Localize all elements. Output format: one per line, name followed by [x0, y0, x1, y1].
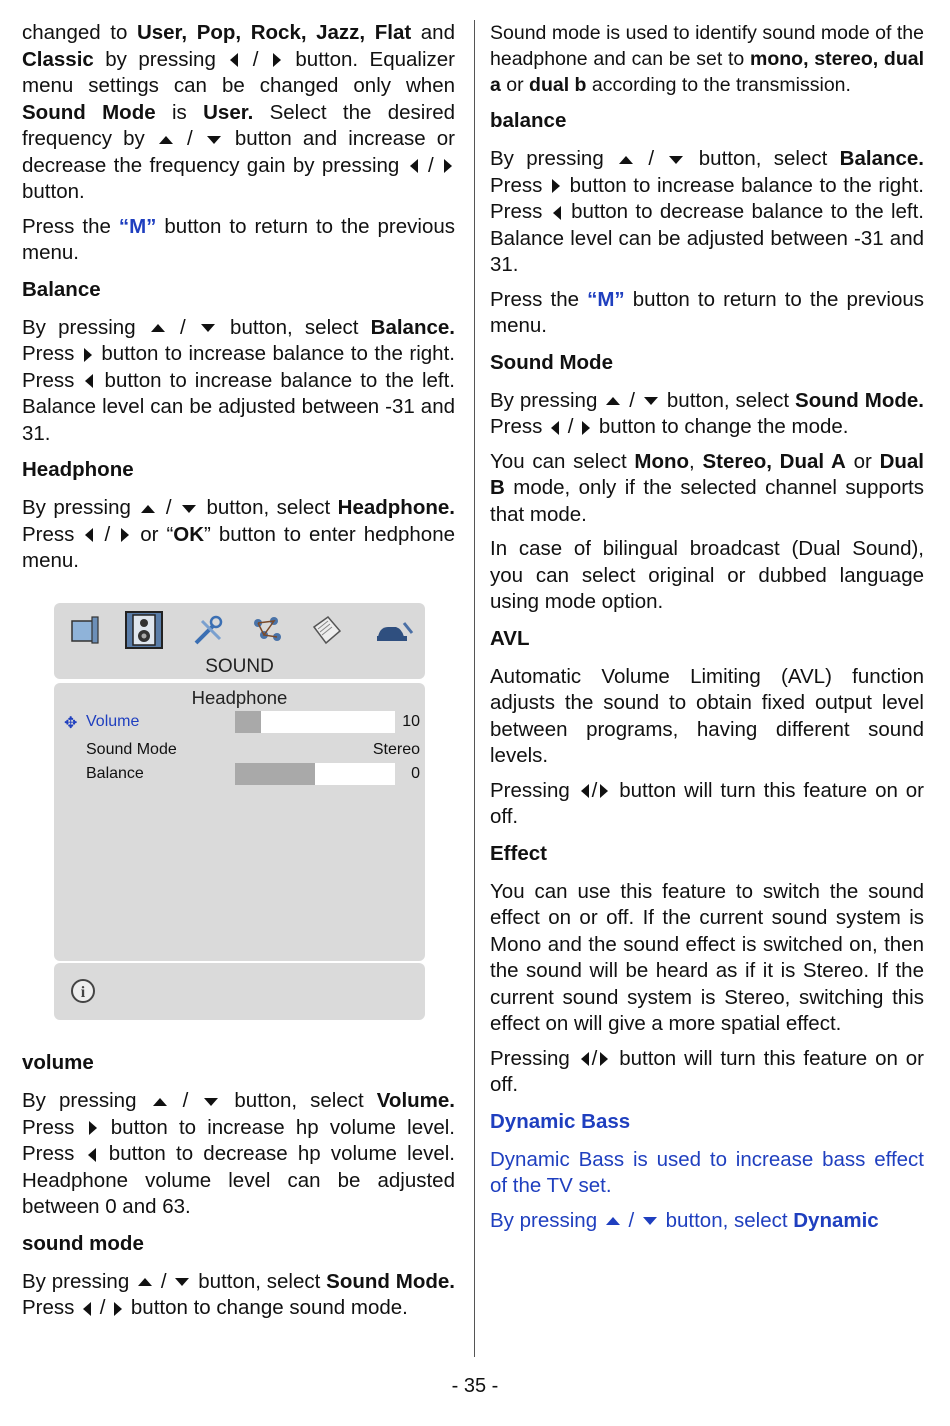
menu-row-label: Volume — [86, 713, 140, 730]
left-arrow-icon — [85, 528, 93, 542]
column-divider — [474, 20, 475, 1357]
balance-paragraph: By pressing / button, select Balance. Press button to increase balance to the right. Press button to increase balance to the left. Balance level can be adjusted between -31 and 31. — [22, 315, 455, 445]
menu-row-sound-mode[interactable] — [54, 739, 425, 763]
sound-mode-intro: Sound mode is used to identify sound mode of the headphone and can be set to mono, stereo, dual a or dual b according to the transmission. — [490, 22, 925, 96]
headphone-heading: Headphone — [22, 458, 134, 481]
balance-bar-fill — [235, 763, 315, 785]
select-mode-paragraph: You can select Mono, Stereo, Dual A or Dual B mode, only if the selected channel supports that mode. — [490, 449, 924, 526]
menu-row-balance[interactable] — [54, 763, 425, 787]
up-arrow-icon — [159, 136, 173, 144]
menu-row-label: Balance — [86, 765, 144, 782]
up-arrow-icon — [151, 324, 165, 332]
right-arrow-icon — [552, 179, 560, 193]
car-remote-icon[interactable] — [374, 613, 414, 647]
left-column — [22, 20, 455, 583]
headphone-submenu — [54, 683, 425, 961]
info-bar — [54, 963, 425, 1020]
tools-icon[interactable] — [192, 613, 226, 647]
balance-paragraph-right: By pressing / button, select Balance. Press button to increase balance to the right. Press button to decrease balance to the left. Balance level can be adjusted between -31 and 31. — [490, 147, 924, 276]
book-icon[interactable] — [310, 613, 344, 647]
right-arrow-icon — [444, 159, 452, 173]
right-arrow-icon — [273, 53, 281, 67]
right-arrow-icon — [84, 348, 92, 362]
dynamic-bass-paragraph: Dynamic Bass is used to increase bass effect of the TV set. — [490, 1147, 924, 1197]
up-arrow-icon — [138, 1278, 152, 1286]
up-arrow-icon — [141, 505, 155, 513]
dynamic-bass-select-paragraph: By pressing / button, select Dynamic — [490, 1208, 879, 1232]
left-arrow-icon — [581, 784, 589, 798]
menu-row-label: Sound Mode — [86, 741, 177, 758]
left-arrow-icon — [553, 206, 561, 220]
effect-toggle-paragraph: Pressing / button will turn this feature on or off. — [490, 1046, 924, 1096]
return-paragraph-right: Press the “M” button to return to the previous menu. — [490, 287, 924, 337]
effect-heading: Effect — [490, 841, 547, 865]
menu-row-value: 0 — [411, 765, 420, 782]
page-number: - 35 - — [451, 1375, 499, 1397]
down-arrow-icon — [207, 136, 221, 144]
left-arrow-icon — [230, 53, 238, 67]
left-arrow-icon — [410, 159, 418, 173]
sound-mode-heading: sound mode — [22, 1231, 144, 1255]
network-icon[interactable] — [250, 613, 284, 647]
volume-bar[interactable] — [235, 711, 395, 733]
down-arrow-icon — [201, 324, 215, 332]
down-arrow-icon — [669, 156, 683, 164]
right-arrow-icon — [600, 1052, 608, 1066]
balance-heading: Balance — [22, 277, 101, 301]
sound-menu-osd — [54, 603, 425, 1020]
volume-heading: volume — [22, 1051, 94, 1074]
right-column — [490, 20, 924, 1242]
down-arrow-icon — [175, 1278, 189, 1286]
dynamic-bass-heading: Dynamic Bass — [490, 1109, 631, 1133]
left-arrow-icon — [551, 421, 559, 435]
headphone-paragraph: By pressing / button, select Headphone. Press / or “OK” button to enter hedphone menu. — [22, 496, 455, 572]
speaker-icon[interactable] — [125, 611, 163, 649]
down-arrow-icon — [204, 1098, 218, 1106]
sound-mode-paragraph-right: By pressing / button, select Sound Mode. Press / button to change the mode. — [490, 388, 924, 438]
avl-heading: AVL — [490, 626, 530, 650]
info-icon[interactable] — [70, 978, 96, 1004]
right-arrow-icon — [114, 1302, 122, 1316]
volume-paragraph: By pressing / button, select Volume. Press button to increase hp volume level. Press button to decrease hp volume level. Headphone volume level can be adjusted between 0 and 63. — [22, 1089, 455, 1218]
balance-bar[interactable] — [235, 763, 395, 785]
equalizer-paragraph: changed to User, Pop, Rock, Jazz, Flat and Classic by pressing / button. Equalizer menu settings can be changed only when Sound Mode is User. Select the desired frequency by / button and increase or decrease the frequency gain by pressing / button. — [22, 21, 456, 203]
right-arrow-icon — [600, 784, 608, 798]
avl-toggle-paragraph: Pressing / button will turn this feature on or off. — [490, 778, 924, 828]
submenu-title: Headphone — [191, 687, 288, 708]
right-arrow-icon — [121, 528, 129, 542]
avl-paragraph: Automatic Volume Limiting (AVL) function adjusts the sound to obtain fixed output level between programs, having different sound levels. — [490, 664, 924, 767]
menu-title: SOUND — [205, 656, 274, 677]
balance-heading-right: balance — [490, 109, 567, 132]
menu-row-volume[interactable] — [54, 711, 425, 735]
menu-icon-bar — [54, 603, 425, 679]
right-arrow-icon — [582, 421, 590, 435]
left-column-lower — [22, 1040, 455, 1330]
right-arrow-icon — [89, 1121, 97, 1135]
info-glyph: i — [80, 984, 86, 1001]
selection-cursor-icon: ✥ — [64, 715, 78, 732]
down-arrow-icon — [182, 505, 196, 513]
menu-row-value: 10 — [402, 713, 420, 730]
return-paragraph: Press the “M” button to return to the previous menu. — [22, 214, 455, 264]
sound-mode-paragraph: By pressing / button, select Sound Mode. Press / button to change sound mode. — [22, 1269, 455, 1319]
up-arrow-icon — [153, 1098, 167, 1106]
up-arrow-icon — [606, 1217, 620, 1225]
down-arrow-icon — [644, 397, 658, 405]
down-arrow-icon — [643, 1217, 657, 1225]
effect-paragraph: You can use this feature to switch the sound effect on or off. If the current sound system is Mono and the sound effect is switched on, then the sound will be heard as if it is Stereo. If the current sound system is Stereo, switching this effect on will give a more spatial effect. — [490, 879, 924, 1035]
left-arrow-icon — [88, 1148, 96, 1162]
left-arrow-icon — [85, 374, 93, 388]
up-arrow-icon — [606, 397, 620, 405]
up-arrow-icon — [619, 156, 633, 164]
menu-row-value: Stereo — [372, 741, 420, 758]
sound-mode-heading-right: Sound Mode — [490, 350, 613, 374]
left-arrow-icon — [581, 1052, 589, 1066]
tv-icon[interactable] — [68, 613, 102, 647]
left-arrow-icon — [83, 1302, 91, 1316]
bilingual-paragraph: In case of bilingual broadcast (Dual Sound), you can select original or dubbed language using mode option. — [490, 537, 924, 613]
volume-bar-fill — [235, 711, 261, 733]
